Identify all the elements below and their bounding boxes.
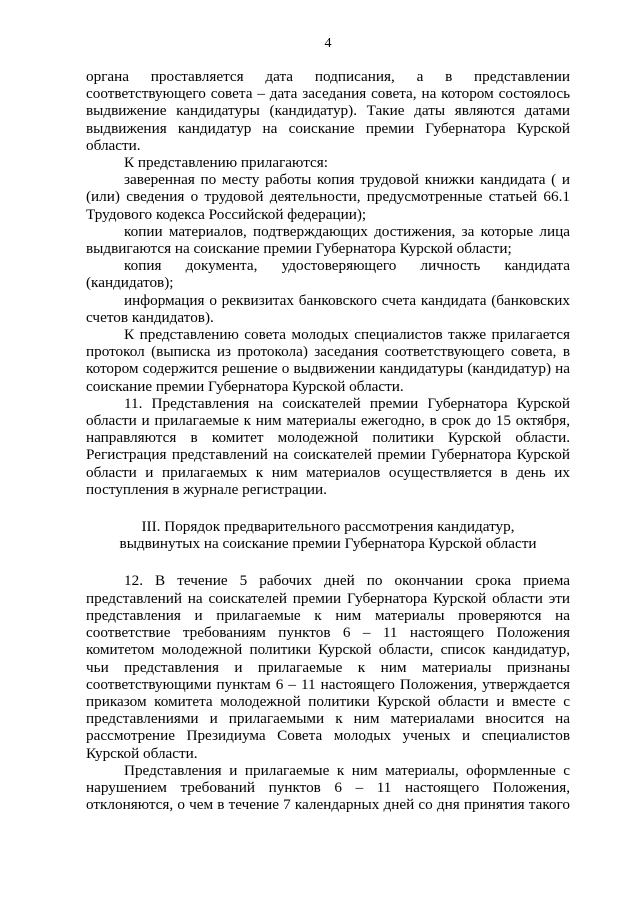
paragraph-employment-record: заверенная по месту работы копия трудовой книжки кандидата ( и (или) сведения о трудовой деятельности, предусмотренные статьей 66.1 Трудового кодекса Российской федерации); — [86, 171, 570, 223]
section-heading-line-1: III. Порядок предварительного рассмотрения кандидатур, — [141, 518, 515, 536]
page-number: 4 — [324, 36, 332, 51]
spacer — [86, 498, 570, 518]
paragraph-continuation: органа проставляется дата подписания, а в представлении соответствующего совета – дата заседания совета, на котором состоялось выдвижение кандидатуры (кандидатур). Такие даты являются датами выдвижения кандидатур на соискание премии Губернатора Курской области. — [86, 68, 570, 154]
section-heading-line-2: выдвинутых на соискание премии Губернатора Курской области — [119, 535, 537, 553]
paragraph-item-12: 12. В течение 5 рабочих дней по окончании срока приема представлений на соискателей премии Губернатора Курской области эти представления и прилагаемые к ним материалы проверяются на соответствие требованиям пунктов 6 – 11 настоящего Положения комитетом молодежной политики Курской области, список кандидатур, чьи представления и прилагаемые к ним материалы признаны соответствующими пунктам 6 – 11 настоящего Положения, утверждается приказом комитета молодежной политики Курской области и вместе с представлениями и прилагаемыми к ним материалами вносится на рассмотрение Президиума Совета молодых ученых и специалистов Курской области. — [86, 572, 570, 762]
paragraph-attachments-intro: К представлению прилагаются: — [124, 154, 328, 172]
paragraph-identity-document: копия документа, удостоверяющего личность кандидата (кандидатов); — [86, 257, 570, 292]
paragraph-item-11: 11. Представления на соискателей премии Губернатора Курской области и прилагаемые к ним материалы ежегодно, в срок до 15 октября, направляются в комитет молодежной политики Курской области. Регистрация представлений на соискателей премии Губернатора Курской области и прилагаемых к ним материалов осуществляется в день их поступления в журнале регистрации. — [86, 394, 570, 498]
section-heading — [86, 518, 570, 552]
spacer — [86, 552, 570, 572]
paragraph-council-protocol: К представлению совета молодых специалистов также прилагается протокол (выписка из протокола) заседания соответствующего совета, в котором содержится решение о выдвижении кандидатуры (кандидатур) на соискание премии Губернатора Курской области. — [86, 326, 570, 395]
paragraph-bank-details: информация о реквизитах банковского счета кандидата (банковских счетов кандидатов). — [86, 291, 570, 326]
paragraph-achievement-materials: копии материалов, подтверждающих достижения, за которые лица выдвигаются на соискание премии Губернатора Курской области; — [86, 222, 570, 258]
paragraph-rejection: Представления и прилагаемые к ним материалы, оформленные с нарушением требований пунктов 6 – 11 настоящего Положения, отклоняются, о чем в течение 7 календарных дней со дня принятия такого — [86, 761, 570, 814]
